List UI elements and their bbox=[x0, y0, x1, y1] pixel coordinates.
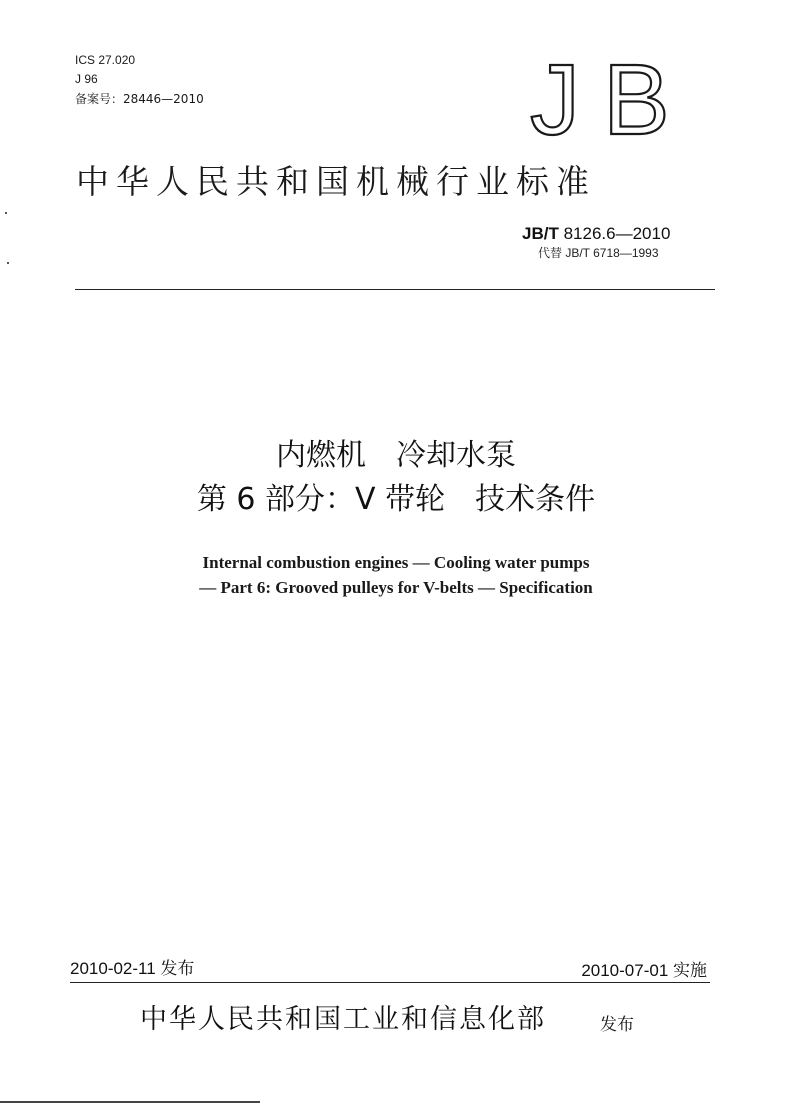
ics-code: ICS 27.020 bbox=[75, 53, 136, 67]
top-divider bbox=[75, 289, 715, 290]
scan-speck bbox=[7, 262, 9, 264]
issue-date: 2010-02-11 发布 bbox=[70, 959, 195, 978]
jb-logo-letter-b: B bbox=[603, 44, 670, 156]
standard-number-value: 8126.6—2010 bbox=[563, 224, 671, 243]
bottom-divider bbox=[70, 982, 710, 983]
classification-code: J 96 bbox=[75, 72, 98, 86]
organization-title: 中华人民共和国机械行业标准 bbox=[76, 162, 596, 201]
issuer-name: 中华人民共和国工业和信息化部 bbox=[140, 1004, 546, 1035]
implementation-date: 2010-07-01 实施 bbox=[581, 961, 707, 980]
title-cn-line2: 第 6 部分：V 带轮 技术条件 bbox=[196, 482, 596, 517]
issuer-suffix: 发布 bbox=[600, 1015, 634, 1035]
standard-code: JB/T bbox=[522, 224, 559, 243]
jb-logo-letter-j: J bbox=[530, 44, 580, 156]
record-number: 备案号：28446—2010 bbox=[75, 92, 204, 106]
title-cn-line1: 内燃机 冷却水泵 bbox=[276, 438, 516, 473]
title-en-line1: Internal combustion engines — Cooling water pumps bbox=[202, 553, 590, 572]
scan-edge-line bbox=[0, 1101, 260, 1103]
replaces-standard: 代替 JB/T 6718—1993 bbox=[538, 246, 659, 260]
standard-number bbox=[522, 224, 670, 244]
scan-speck bbox=[5, 212, 7, 214]
title-en-line2: — Part 6: Grooved pulleys for V-belts — Specification bbox=[199, 578, 593, 597]
